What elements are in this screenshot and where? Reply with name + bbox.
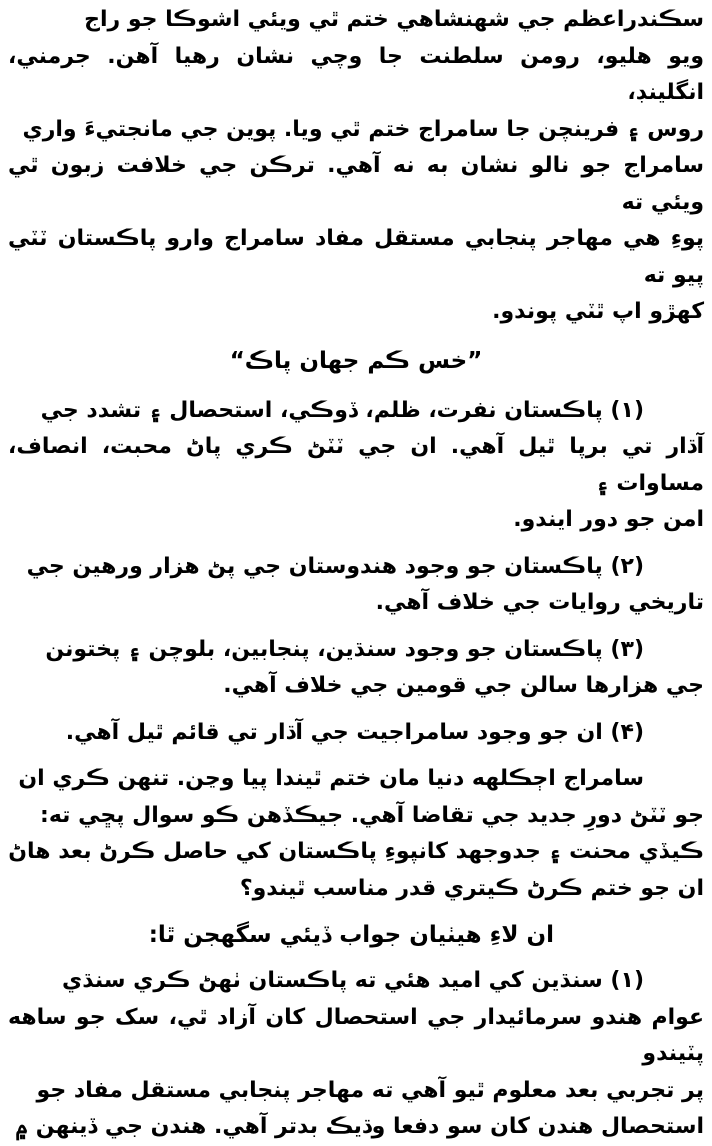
text-line: استحصال هندن کان سو دفعا وڌيڪ بدتر آهي. هندن جي ڏينهن ۾ bbox=[15, 1114, 704, 1139]
text-line: کهڙو اپ ٿٽي پوندو. bbox=[492, 299, 704, 324]
text-line: روس ۽ فرينچن جا سامراج ختم ٿي ويا. پوين جي مانجتيءَ واري bbox=[22, 116, 704, 142]
text-line: (١) پاڪستان نفرت، ظلم، ڏوڪي، استحصال ۽ تشدد جي bbox=[40, 397, 644, 423]
text-line: (٢) پاڪستان جو وجود هندوستان جي پڻ هزار ورهين جي bbox=[26, 553, 644, 579]
text-line: ويو هليو، رومن سلطنت جا وچي نشان رهيا آهن. جرمني، انگلينڊ، bbox=[8, 43, 704, 105]
section-heading-khas-kam: ”خس ڪم جهان پاڪ“ bbox=[229, 347, 483, 374]
text-line: ان جو ختم ڪرڻ ڪيتري قدر مناسب ٿيندو؟ bbox=[239, 875, 704, 901]
text-line: سڪندراعظم جي شهنشاهي ختم ٿي ويئي اشوڪا جو راج bbox=[84, 7, 704, 32]
text-line: (٣) پاڪستان جو وجود سنڌين، پنجابين، بلوچن ۽ پختونن bbox=[45, 636, 644, 662]
text-line: جي هزارها سالن جي قومين جي خلاف آهي. bbox=[223, 673, 704, 698]
numbered-item-2 bbox=[8, 549, 704, 622]
text-line: (۴) ان جو وجود سامراجيت جي آڌار تي قائم ٿيل آهي. bbox=[65, 719, 644, 745]
numbered-item-3 bbox=[8, 632, 704, 705]
text-line: پر تجربي بعد معلوم ٿيو آهي ته مهاجر پنجابي مستقل مفاد جو bbox=[36, 1077, 704, 1103]
section-heading-answers: ان لاءِ هيٺيان جواب ڏيئي سگهجن ٿا: bbox=[148, 922, 554, 948]
text-line: تاريخي روايات جي خلاف آهي. bbox=[375, 590, 704, 615]
paragraph-answer-1 bbox=[8, 963, 704, 1146]
text-line: سامراج جو نالو نشان به نه آهي. ترڪن جي خلافت زبون ٿي ويئي ته bbox=[8, 153, 704, 215]
paragraph-empires bbox=[8, 2, 704, 331]
text-line: سامراج اڄڪلهه دنيا مان ختم ٿيندا پيا وڃن. تنهن ڪري ان bbox=[18, 766, 644, 791]
text-line: آڌار تي برپا ٿيل آهي. ان جي ٽٽڻ ڪري پاڻ محبت، انصاف، مساوات ۽ bbox=[8, 434, 704, 496]
text-line: پوءِ هي مهاجر پنجابي مستقل مفاد سامراج وارو پاڪستان ٽٽي پيو ته bbox=[8, 226, 704, 288]
numbered-item-1 bbox=[8, 393, 704, 539]
text-line: جو ٽٽڻ دورِ جديد جي تقاضا آهي. جيڪڏهن ڪو سوال پڇي ته: bbox=[40, 802, 704, 828]
text-line: (١) سنڌين کي اميد هئي ته پاڪستان ٺهڻ ڪري سنڌي bbox=[62, 968, 644, 993]
text-line: عوام هندو سرمائيدار جي استحصال کان آزاد ٿي، سک جو ساهه پٽيندو bbox=[8, 1004, 704, 1066]
paragraph-imperialism bbox=[8, 761, 704, 907]
text-line: ڪيڏي محنت ۽ جدوجهد کانپوءِ پاڪستان کي حاصل ڪرڻ بعد هاڻ bbox=[8, 839, 704, 864]
text-line: امن جو دور ايندو. bbox=[513, 507, 704, 532]
numbered-item-4 bbox=[8, 715, 704, 752]
